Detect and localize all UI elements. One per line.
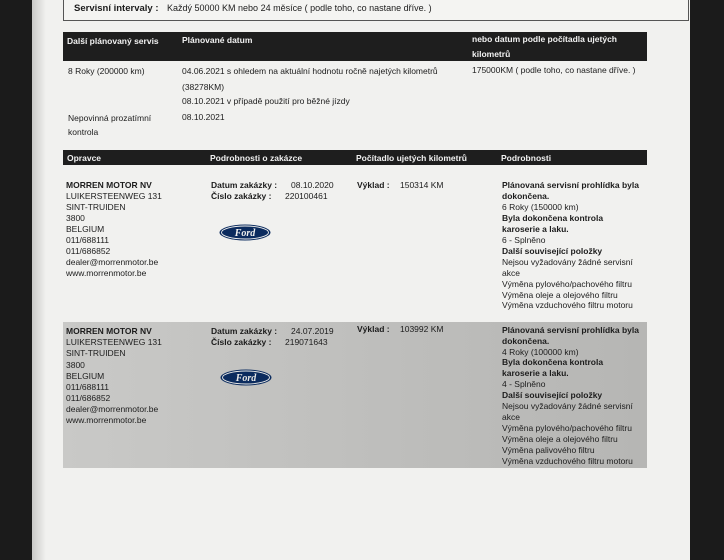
km-label: Výklad : <box>357 180 390 190</box>
ford-logo-text: Ford <box>234 227 256 239</box>
dealer-name: MORREN MOTOR NV <box>66 326 152 336</box>
page-edge-shadow <box>32 0 46 560</box>
dealer-city: SINT-TRUIDEN <box>66 348 126 358</box>
plan-table-header <box>63 32 647 61</box>
details-line: dokončena. <box>502 191 550 201</box>
details-line: Plánovaná servisní prohlídka byla <box>502 180 639 190</box>
order-date: 24.07.2019 <box>291 326 334 336</box>
dealer-address: LUIKERSTEENWEG 131 <box>66 337 162 347</box>
details-line: akce <box>502 268 520 278</box>
details-line: Výměna vzduchového filtru motoru <box>502 456 633 466</box>
details-line: 6 Roky (150000 km) <box>502 202 579 212</box>
plan-header-km-line2: kilometrů <box>472 49 511 59</box>
dealer-phone: 011/688111 <box>66 382 110 392</box>
history-header-order: Podrobnosti o zakázce <box>210 153 303 163</box>
details-line: Nejsou vyžadovány žádné servisní <box>502 401 633 411</box>
km-value: 103992 KM <box>400 324 444 334</box>
plan-header-km-line1: nebo datum podle počítadla ujetých <box>472 34 617 44</box>
details-line: Výměna pylového/pachového filtru <box>502 423 632 433</box>
plan-row2-service-line2: kontrola <box>68 127 99 137</box>
dealer-fax: 011/686852 <box>66 393 111 403</box>
dealer-address: LUIKERSTEENWEG 131 <box>66 191 162 201</box>
dealer-email: dealer@morrenmotor.be <box>66 257 159 267</box>
intervals-value: Každý 50000 KM nebo 24 měsíce ( podle toho, co nastane dříve. ) <box>167 3 432 13</box>
plan-row1-date-line3: 08.10.2021 v případě použití pro běžné jízdy <box>182 96 350 106</box>
details-line: Nejsou vyžadovány žádné servisní <box>502 257 633 267</box>
plan-header-date: Plánované datum <box>182 35 253 45</box>
dealer-country: BELGIUM <box>66 371 105 381</box>
ford-logo <box>220 369 272 386</box>
order-number: 219071643 <box>285 337 328 347</box>
dealer-web: www.morrenmotor.be <box>66 268 147 278</box>
details-line: 4 Roky (100000 km) <box>502 347 579 357</box>
order-date-label: Datum zakázky : <box>211 180 278 190</box>
dealer-city: SINT-TRUIDEN <box>66 202 126 212</box>
plan-row1-date-line2: (38278KM) <box>182 82 225 92</box>
km-label: Výklad : <box>357 324 390 334</box>
dealer-name: MORREN MOTOR NV <box>66 180 152 190</box>
plan-row1-date-line1: 04.06.2021 s ohledem na aktuální hodnotu ročně najetých kilometrů <box>182 66 438 76</box>
details-line: Výměna oleje a olejového filtru <box>502 290 618 300</box>
details-line: Byla dokončena kontrola <box>502 213 604 223</box>
dealer-phone: 011/688111 <box>66 235 110 245</box>
order-date: 08.10.2020 <box>291 180 334 190</box>
order-date-label: Datum zakázky : <box>211 326 278 336</box>
details-line: Plánovaná servisní prohlídka byla <box>502 325 639 335</box>
order-number: 220100461 <box>285 191 328 201</box>
km-value: 150314 KM <box>400 180 444 190</box>
details-line: Výměna oleje a olejového filtru <box>502 434 618 444</box>
details-line: akce <box>502 412 520 422</box>
history-header-details: Podrobnosti <box>501 153 552 163</box>
intervals-label: Servisní intervaly : <box>74 3 159 14</box>
details-line: karoserie a laku. <box>502 224 569 234</box>
details-line: Další související položky <box>502 246 603 256</box>
ford-logo-text: Ford <box>235 372 257 384</box>
order-number-label: Číslo zakázky : <box>211 337 272 347</box>
dealer-zip: 3800 <box>66 360 85 370</box>
details-line: Výměna pylového/pachového filtru <box>502 279 632 289</box>
dealer-web: www.morrenmotor.be <box>66 415 147 425</box>
order-number-label: Číslo zakázky : <box>211 191 272 201</box>
history-header-km: Počítadlo ujetých kilometrů <box>356 153 467 163</box>
dealer-zip: 3800 <box>66 213 85 223</box>
dealer-fax: 011/686852 <box>66 246 111 256</box>
details-line: Výměna vzduchového filtru motoru <box>502 300 633 310</box>
details-line: Výměna palivového filtru <box>502 445 595 455</box>
plan-row2-service-line1: Nepovinná prozatímní <box>68 113 152 123</box>
details-line: 4 - Splněno <box>502 379 546 389</box>
details-line: karoserie a laku. <box>502 368 569 378</box>
dealer-country: BELGIUM <box>66 224 105 234</box>
service-intervals-box <box>63 0 689 21</box>
details-line: Další související položky <box>502 390 603 400</box>
details-line: 6 - Splněno <box>502 235 546 245</box>
plan-row2-date: 08.10.2021 <box>182 112 225 122</box>
plan-header-service: Další plánovaný servis <box>67 36 159 46</box>
history-table-header <box>63 150 647 165</box>
details-line: Byla dokončena kontrola <box>502 357 604 367</box>
history-header-dealer: Opravce <box>67 153 102 163</box>
plan-row1-service: 8 Roky (200000 km) <box>68 66 145 76</box>
details-line: dokončena. <box>502 336 550 346</box>
dealer-email: dealer@morrenmotor.be <box>66 404 159 414</box>
ford-logo <box>219 224 271 241</box>
plan-row1-km: 175000KM ( podle toho, co nastane dříve. ) <box>472 65 636 75</box>
